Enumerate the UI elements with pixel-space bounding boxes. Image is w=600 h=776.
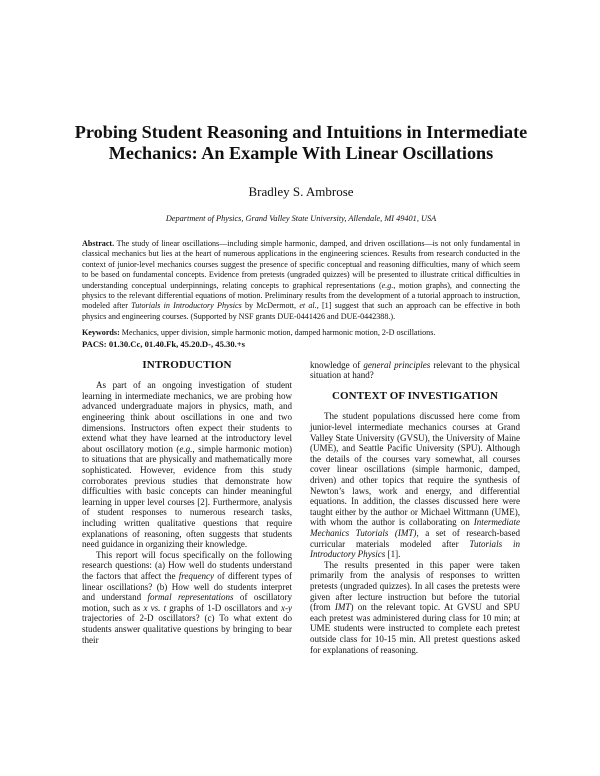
intro-p2-frequency: frequency bbox=[178, 570, 215, 581]
keywords bbox=[82, 328, 520, 338]
context-p1-tip: Tutorials in Introductory Physics bbox=[310, 538, 520, 560]
intro-p2-xvst: x vs. t bbox=[143, 602, 167, 613]
affiliation: Department of Physics, Grand Valley State University, Allendale, MI 49401, USA bbox=[165, 214, 437, 223]
abstract-text-1: The study of linear oscillations—including simple harmonic, damped, and driven oscillations—is not only fundamental in classical mechanics but lies at the heart of numerous applications in the engineering sciences. Results from research conducted in the context of junior-level mechanics courses suggest the presence of specific conceptual and reasoning difficulties, many of which seem to be based on fundamental concepts. Evidence from pretests (ungraded quizzes) will be presented to illustrate critical difficulties in understanding conceptual underpinnings, relating concepts to graphical representations ( bbox=[82, 239, 520, 290]
intro-p1-eg: e.g. bbox=[179, 443, 193, 454]
context-heading: CONTEXT OF INVESTIGATION bbox=[331, 389, 498, 402]
right-paragraph-0 bbox=[310, 360, 520, 381]
keywords-label: Keywords: bbox=[82, 328, 120, 338]
author-name: Bradley S. Ambrose bbox=[248, 184, 354, 199]
intro-p2d-text: graphs of 1-D oscillators and bbox=[166, 602, 281, 613]
intro-p2c-text: of oscillatory motion, such as bbox=[82, 592, 293, 613]
intro-paragraph-2 bbox=[82, 550, 292, 645]
context-p1b-text: , a set of research-based curricular materials modeled after bbox=[310, 527, 520, 549]
keywords-text: Mechanics, upper division, simple harmonic motion, damped harmonic motion, 2-D oscillations. bbox=[119, 328, 436, 338]
introduction-heading: INTRODUCTION bbox=[142, 358, 232, 371]
intro-p2-xy: x-y bbox=[280, 602, 292, 613]
title-line-1: Probing Student Reasoning and Intuitions in Intermediate bbox=[74, 122, 528, 142]
abstract-text-3: by McDermott, bbox=[241, 301, 300, 311]
abstract-label: Abstract. bbox=[82, 239, 115, 248]
paper-title bbox=[74, 122, 528, 164]
right-p0b-text: relevant to the physical situation at hand? bbox=[310, 359, 520, 381]
pacs-codes: PACS: 01.30.Cc, 01.40.Fk, 45.20.D-, 45.30.+s bbox=[82, 338, 245, 349]
intro-p1b-text: , simple harmonic motion) to situations that are physically and mathematically more sophisticated. However, evidence from this study corroborates previous studies that demonstrate how difficulties with basic concepts can hinder meaningful learning in upper level courses [2]. Furthermore, analysis of student responses to numerous research tasks, including written qualitative questions that require explanations of reasoning, often suggests that students need guidance in organizing their knowledge. bbox=[82, 443, 292, 550]
abstract-text-2: , motion graphs), and connecting the physics to the relevant differential equations of motion. Preliminary results from the development of a tutorial approach to instruction, modeled after bbox=[82, 280, 520, 311]
abstract-etal: et al. bbox=[299, 301, 317, 311]
context-p2a-text: The results presented in this paper were taken primarily from the analysis of responses to written pretests (ungraded quizzes). In all cases the pretests were given after lecture instruction but before the tutorial (from bbox=[310, 559, 520, 613]
intro-p1-text: As part of an ongoing investigation of student learning in intermediate mechanics, we are probing how advanced undergraduate majors in physics, math, and engineering think about oscillations in one and two dimensions. Instructors often expect their students to extend what they have learned at the introductory level about oscillatory motion ( bbox=[82, 380, 292, 454]
intro-p2-formal: formal representations bbox=[147, 592, 234, 603]
abstract-text-4: , [1] suggest that such an approach can be effective in both physics and engineering courses. (Supported by NSF grants DUE-0441426 and DUE-0442388.). bbox=[82, 301, 520, 321]
context-p1-imt: Intermediate Mechanics Tutorials (IMT) bbox=[310, 517, 520, 538]
right-p0a-text: knowledge of bbox=[310, 359, 364, 370]
right-p0-general-principles: general principles bbox=[363, 359, 431, 370]
context-p1a-text: The student populations discussed here come from junior-level intermediate mechanics courses at Grand Valley State University (GVSU), the University of Maine (UME), and Seattle Pacific University (SPU). Although the details of the courses vary somewhat, all courses cover linear oscillations (simple harmonic, damped, driven) and other topics that require the synthesis of Newton’s laws, work and energy, and differential equations. In addition, the classes discussed here were taught either by the author or Michael Wittmann (UME), with whom the author is collaborating on bbox=[310, 411, 520, 528]
left-column bbox=[82, 360, 292, 655]
context-p2b-text: ) on the relevant topic. At GVSU and SPU each pretest was administered during class for 10 min; at UME students were instructed to complete each pretest outside class for 10-15 min. All pretest questions asked for explanations of reasoning. bbox=[310, 602, 520, 655]
intro-p2e-text: trajectories of 2-D oscillators? (c) To what extent do students answer qualitative questions by bringing to bear their bbox=[82, 613, 292, 645]
abstract-tutorials: Tutorials in Introductory Physics bbox=[131, 301, 242, 311]
title-line-2: Mechanics: An Example With Linear Oscillations bbox=[108, 143, 494, 163]
context-paragraph-2 bbox=[310, 560, 520, 655]
right-column bbox=[310, 360, 520, 655]
context-paragraph-1 bbox=[310, 411, 520, 559]
abstract bbox=[82, 239, 520, 322]
context-p1c-text: [1]. bbox=[385, 549, 401, 560]
abstract-eg: e.g. bbox=[381, 280, 394, 290]
intro-p2a-text: This report will focus specifically on the following research questions: (a) How well do students understand the factors that affect the bbox=[82, 549, 292, 581]
context-p2-imt: IMT bbox=[334, 602, 351, 613]
intro-paragraph-1 bbox=[82, 380, 292, 550]
body-columns bbox=[82, 360, 520, 655]
intro-p2b-text: of different types of linear oscillations? (b) How well do students interpret and understand bbox=[82, 570, 292, 603]
